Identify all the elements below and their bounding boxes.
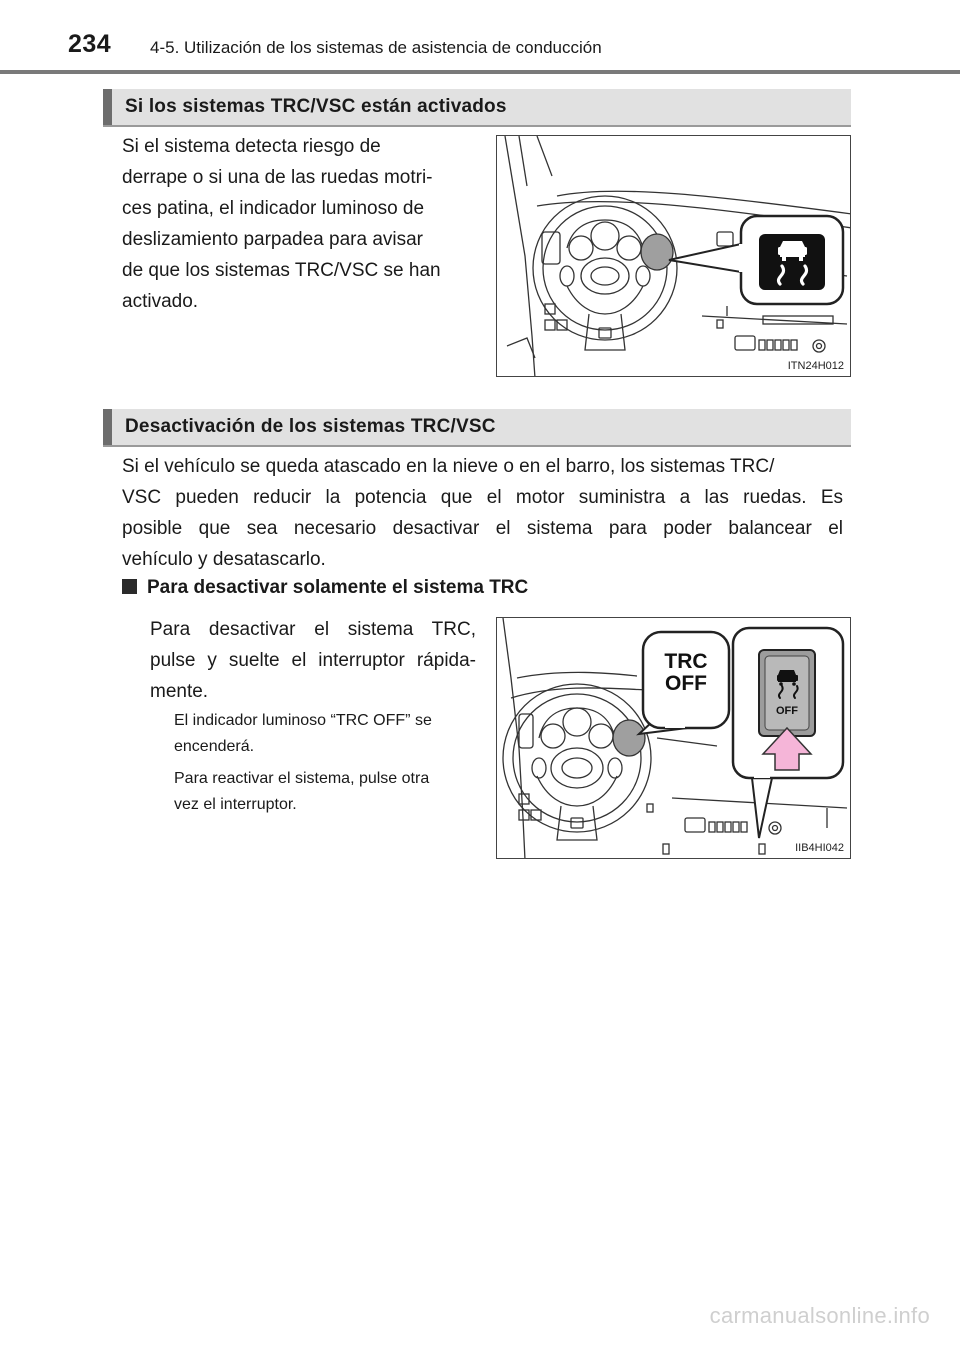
watermark: carmanualsonline.info xyxy=(709,1303,930,1328)
text-line: de que los sistemas TRC/VSC se han xyxy=(122,260,441,281)
section-heading-trc-vsc-deactivation xyxy=(103,409,851,447)
text-line: encenderá. xyxy=(174,738,255,755)
text-line: El indicador luminoso “TRC OFF” se xyxy=(174,712,432,729)
switch-highlight xyxy=(613,720,645,756)
dashboard-illustration xyxy=(497,136,851,377)
text-line: pulse y suelte el interruptor rápida- xyxy=(150,650,476,671)
sub-paragraph xyxy=(150,614,476,707)
text-line: Para desactivar el sistema TRC, xyxy=(150,619,476,640)
section2-paragraph xyxy=(122,451,843,575)
text-line: mente. xyxy=(150,681,209,702)
text-line: derrape o si una de las ruedas motri- xyxy=(122,167,433,188)
skid-indicator-icon xyxy=(759,234,825,290)
text-line: activado. xyxy=(122,291,199,312)
subheading-disable-trc xyxy=(122,577,528,599)
text-line: Para reactivar el sistema, pulse otra xyxy=(174,770,430,787)
dashboard-switch-illustration xyxy=(497,618,851,859)
indicator-highlight xyxy=(641,234,673,270)
text-line: VSC pueden reducir la potencia que el motor suministra a las ruedas. Es xyxy=(122,487,843,508)
figure-dashboard-skid-indicator xyxy=(496,135,851,377)
page-number: 234 xyxy=(68,30,112,58)
text-line: deslizamiento parpadea para avisar xyxy=(122,229,424,250)
chapter-title: 4-5. Utilización de los sistemas de asistencia de conducción xyxy=(150,38,602,57)
note-indicator-lights xyxy=(174,708,474,760)
section-accent xyxy=(103,89,112,125)
page-header xyxy=(0,0,960,76)
section1-paragraph xyxy=(122,131,476,317)
bullet-square-icon xyxy=(122,579,137,594)
text-line: vez el interruptor. xyxy=(174,796,297,813)
section-heading-trc-vsc-active xyxy=(103,89,851,127)
text-line: posible que sea necesario desactivar el sistema para poder balancear el xyxy=(122,518,843,539)
callout-text-trc: TRC xyxy=(664,650,708,673)
header-rule xyxy=(0,70,960,74)
text-line: ces patina, el indicador luminoso de xyxy=(122,198,425,219)
trc-off-switch xyxy=(759,650,815,736)
section-title: Desactivación de los sistemas TRC/VSC xyxy=(125,416,496,437)
text-line: Si el sistema detecta riesgo de xyxy=(122,136,381,157)
section-title: Si los sistemas TRC/VSC están activados xyxy=(125,96,507,117)
text-line: vehículo y desatascarlo. xyxy=(122,549,326,570)
note-reactivate xyxy=(174,766,474,818)
subheading-text: Para desactivar solamente el sistema TRC xyxy=(147,577,529,598)
callout-text-off: OFF xyxy=(665,672,707,695)
section-accent xyxy=(103,409,112,445)
text-line: Si el vehículo se queda atascado en la nieve o en el barro, los sistemas TRC/ xyxy=(122,456,775,477)
switch-off-label: OFF xyxy=(776,705,798,717)
figure-trc-off-switch xyxy=(496,617,851,859)
figure-code: ITN24H012 xyxy=(787,360,844,372)
figure-code: IIB4HI042 xyxy=(795,842,844,854)
